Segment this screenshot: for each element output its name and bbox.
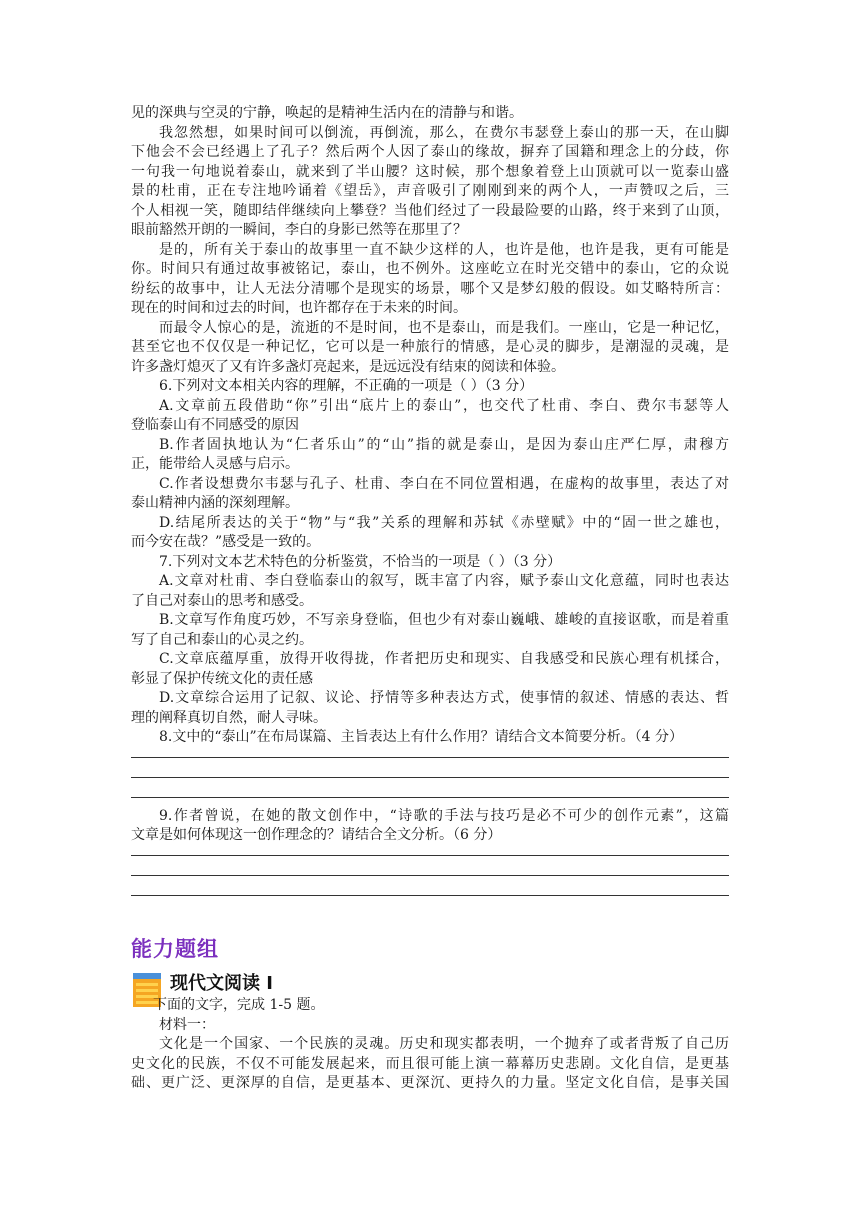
instructions: 下面的文字，完成 1-5 题。 — [153, 997, 325, 1013]
passage-line: 是的，所有关于泰山的故事里一直不缺少这样的人，也许是他，也许是我，更有可能是 — [159, 241, 729, 258]
question-7-stem: 7.下列对文本艺术特色的分析鉴赏，不恰当的一项是（ ）（3 分） — [159, 553, 562, 570]
passage-line: 个人相视一笑，随即结伴继续向上攀登？当他们经过了一段最险要的山路，终于来到了山顶， — [131, 202, 729, 219]
passage-tail — [131, 104, 729, 896]
q7-option-a-cont: 了自己对泰山的思考和感受。 — [131, 592, 313, 609]
q6-option-b-cont: 正，能带给人灵感与启示。 — [131, 456, 299, 472]
material-line: 史文化的民族，不仅不可能发展起来，而且很可能上演一幕幕历史悲剧。文化自信，是更基 — [131, 1055, 729, 1072]
subsection-title: 现代文阅读 I — [170, 973, 273, 994]
answer-line[interactable] — [131, 895, 729, 896]
q7-option-b: B.文章写作角度巧妙，不写亲身登临，但也少有对泰山巍峨、雄峻的直接讴歌，而是着重 — [159, 612, 729, 628]
passage-line: 见的深典与空灵的宁静，唤起的是精神生活内在的清静与和谐。 — [131, 105, 523, 121]
q7-option-b-cont: 写了自己和泰山的心灵之约。 — [131, 631, 313, 648]
material-line: 础、更广泛、更深厚的自信，是更基本、更深沉、更持久的力量。坚定文化自信，是事关国 — [131, 1075, 729, 1091]
reading-material — [131, 996, 729, 1094]
question-9-stem-cont: 文章是如何体现这一创作理念的？请结合全文分析。（6 分） — [131, 827, 502, 843]
q6-option-d-cont: 而今安在哉？”感受是一致的。 — [131, 534, 321, 550]
question-9-stem: 9.作者曾说，在她的散文创作中，“诗歌的手法与技巧是必不可少的创作元素”，这篇 — [159, 807, 729, 824]
section-title: 能力题组 — [131, 937, 219, 961]
passage-line: 许多盏灯熄灭了又有许多盏灯亮起来，是远远没有结束的阅读和体验。 — [131, 358, 565, 375]
q7-option-d: D.文章综合运用了记叙、议论、抒情等多种表达方式，使事情的叙述、情感的表达、哲 — [159, 690, 729, 706]
material-label: 材料一： — [159, 1016, 215, 1033]
question-8-stem: 8.文中的“泰山”在布局谋篇、主旨表达上有什么作用？请结合文本简要分析。（4 分） — [159, 729, 684, 745]
q7-option-a: A.文章对杜甫、李白登临泰山的叙写，既丰富了内容，赋予泰山文化意蕴，同时也表达 — [159, 573, 729, 589]
q6-option-c: C.作者设想费尔韦瑟与孔子、杜甫、李白在不同位置相遇，在虚构的故事里，表达了对 — [159, 475, 729, 492]
passage-line: 下他会不会已经遇上了孔子？然后两个人因了泰山的缘故，摒弃了国籍和理念上的分歧，你 — [131, 144, 729, 160]
q6-option-c-cont: 泰山精神内涵的深刻理解。 — [131, 495, 299, 511]
q6-option-d: D.结尾所表达的关于“物”与“我”关系的理解和苏轼《赤壁赋》中的“固一世之雄也， — [159, 514, 729, 531]
passage-line: 纷纭的故事中，让人无法分清哪个是现实的场景，哪个又是梦幻般的假设。如艾略特所言： — [131, 280, 729, 297]
q7-option-c-cont: 彰显了保护传统文化的责任感 — [131, 670, 313, 687]
passage-line: 你。时间只有通过故事被铭记，泰山，也不例外。这座屹立在时光交错中的泰山，它的众说 — [131, 261, 729, 277]
q7-option-d-cont: 理的阐释真切自然，耐人寻味。 — [131, 709, 327, 726]
q6-option-a: A.文章前五段借助“你”引出“底片上的泰山”，也交代了杜甫、李白、费尔韦瑟等人 — [159, 397, 729, 414]
q7-option-c: C.文章底蕴厚重，放得开收得拢，作者把历史和现实、自我感受和民族心理有机揉合， — [159, 651, 729, 667]
passage-line: 现在的时间和过去的时间，也许都存在于未来的时间。 — [131, 300, 467, 316]
passage-line: 景的杜甫，正在专注地吟诵着《望岳》，声音吸引了刚刚到来的两个人，一声赞叹之后，三 — [131, 183, 729, 199]
q6-option-a-cont: 登临泰山有不同感受的原因 — [131, 417, 299, 433]
question-6-stem: 6.下列对文本相关内容的理解，不正确的一项是（ ）（3 分） — [159, 378, 534, 394]
passage-line: 甚至它也不仅仅是一种记忆，它可以是一种旅行的情感，是心灵的脚步，是潮湿的灵魂，是 — [131, 339, 729, 355]
passage-line: 眼前豁然开朗的一瞬间，李白的身影已然等在那里了？ — [131, 222, 467, 238]
passage-line: 我忽然想，如果时间可以倒流，再倒流，那么，在费尔韦瑟登上泰山的那一天，在山脚 — [159, 124, 729, 141]
q6-option-b: B.作者固执地认为“仁者乐山”的“山”指的就是泰山，是因为泰山庄严仁厚，肃穆方 — [159, 436, 729, 453]
material-line: 文化是一个国家、一个民族的灵魂。历史和现实都表明，一个抛弃了或者背叛了自己历 — [159, 1036, 729, 1052]
passage-line: 而最令人惊心的是，流逝的不是时间，也不是泰山，而是我们。一座山，它是一种记忆， — [159, 319, 729, 336]
passage-line: 一句我一句地说着泰山，就来到了半山腰？这时候，那个想象着登上山顶就可以一览泰山盛 — [131, 163, 729, 180]
